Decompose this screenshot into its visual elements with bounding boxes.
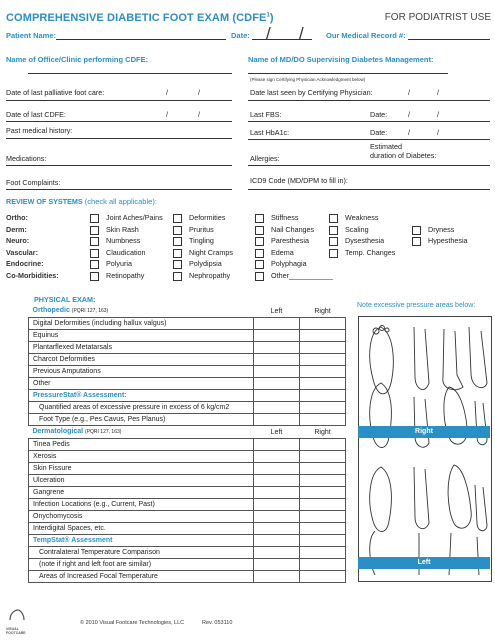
ros-item-label: Skin Rash bbox=[106, 224, 139, 234]
exam-row bbox=[29, 342, 346, 354]
fbs-date-label: Date: bbox=[370, 110, 388, 119]
left-cell[interactable] bbox=[254, 559, 300, 571]
date-slashes: / / bbox=[266, 24, 304, 43]
exam-row-label: Areas of Increased Focal Temperature bbox=[39, 573, 158, 580]
right-cell[interactable] bbox=[300, 414, 346, 426]
ros-row-label: Derm: bbox=[6, 224, 27, 234]
ros-checkbox[interactable] bbox=[90, 214, 99, 223]
left-cell[interactable] bbox=[254, 342, 300, 354]
ros-checkbox[interactable] bbox=[90, 249, 99, 258]
ros-checkbox[interactable] bbox=[255, 260, 264, 269]
last-fbs-field[interactable] bbox=[248, 121, 490, 122]
patient-name-label: Patient Name: bbox=[6, 31, 57, 40]
ros-checkbox[interactable] bbox=[173, 249, 182, 258]
right-medial-icon bbox=[414, 327, 429, 390]
last-cdfe-label: Date of last CDFE: bbox=[6, 110, 66, 119]
slash: / bbox=[437, 128, 439, 137]
derm-pqri: (PQRI 127, 163) bbox=[85, 429, 122, 435]
last-hba1c-label: Last HbA1c: bbox=[250, 128, 290, 137]
date-field[interactable] bbox=[252, 39, 312, 40]
ros-checkbox[interactable] bbox=[173, 226, 182, 235]
ortho-pqri: (PQRI 127, 163) bbox=[71, 308, 109, 314]
ros-row-label: Vascular: bbox=[6, 247, 38, 257]
ros-row-label: Endocrine: bbox=[6, 259, 44, 268]
ros-checkbox[interactable] bbox=[90, 237, 99, 246]
ros-item-label: Scaling bbox=[345, 224, 369, 234]
ros-item-label: Numbness bbox=[106, 236, 141, 245]
exam-row bbox=[29, 487, 346, 499]
left-cell[interactable] bbox=[254, 499, 300, 511]
ros-checkbox[interactable] bbox=[412, 237, 421, 246]
ros-item-label: Night Cramps bbox=[189, 247, 233, 257]
hba1c-date-label: Date: bbox=[370, 128, 388, 137]
exam-row-label: Plantarflexed Metatarsals bbox=[33, 344, 112, 351]
exam-row-label: Foot Type (e.g., Pes Cavus, Pes Planus) bbox=[39, 416, 166, 423]
left-cell[interactable] bbox=[254, 451, 300, 463]
left-sole-icon bbox=[370, 467, 392, 532]
right-cell[interactable] bbox=[300, 571, 346, 583]
feet-note: Note excessive pressure areas below: bbox=[357, 302, 476, 309]
md-label: Name of MD/DO Supervising Diabetes Management: bbox=[248, 55, 434, 64]
medications-label: Medications: bbox=[6, 154, 47, 163]
ros-item-label: Joint Aches/Pains bbox=[106, 213, 163, 222]
slash: / bbox=[166, 88, 168, 97]
exam-row bbox=[29, 330, 346, 342]
ros-row-label: Neuro: bbox=[6, 236, 30, 245]
slash: / bbox=[437, 110, 439, 119]
ros-checkbox[interactable] bbox=[255, 226, 264, 235]
ros-item-label: Claudication bbox=[106, 247, 146, 257]
orthopedic-table bbox=[28, 305, 346, 426]
exam-row-label: Other bbox=[33, 380, 51, 387]
slash: / bbox=[437, 88, 439, 97]
left-cell[interactable] bbox=[254, 390, 300, 402]
right-cell[interactable] bbox=[300, 547, 346, 559]
right-cell[interactable] bbox=[300, 451, 346, 463]
exam-row bbox=[29, 318, 346, 330]
visual-footcare-logo: VISUAL FOOTCARE bbox=[6, 608, 28, 630]
slash: / bbox=[408, 88, 410, 97]
foot-complaints-label: Foot Complaints: bbox=[6, 178, 61, 187]
left-lateral-icon bbox=[475, 485, 487, 531]
exam-row bbox=[29, 439, 346, 451]
right-cell[interactable] bbox=[300, 354, 346, 366]
exam-row bbox=[29, 523, 346, 535]
palliative-label: Date of last palliative foot care: bbox=[6, 88, 105, 97]
left-col-label: Left bbox=[270, 428, 283, 436]
exam-row bbox=[29, 451, 346, 463]
ros-item-label: Polydipsia bbox=[189, 259, 222, 268]
exam-row bbox=[29, 378, 346, 390]
medical-record-field[interactable] bbox=[408, 39, 490, 40]
left-cell[interactable] bbox=[254, 414, 300, 426]
dermatological-table bbox=[28, 426, 346, 583]
ros-item-label: Paresthesia bbox=[271, 236, 309, 245]
ros-checkbox[interactable] bbox=[173, 237, 182, 246]
exam-row-label: TempStat® Assessment bbox=[33, 537, 113, 544]
exam-row-label: Interdigital Spaces, etc. bbox=[33, 525, 106, 532]
palliative-field[interactable] bbox=[6, 100, 232, 101]
ros-checkbox[interactable] bbox=[90, 226, 99, 235]
exam-row bbox=[29, 366, 346, 378]
ros-item-label: Dysesthesia bbox=[345, 236, 385, 245]
right-lateral-icon bbox=[469, 327, 487, 388]
left-medial-icon bbox=[414, 467, 429, 529]
right-cell[interactable] bbox=[300, 475, 346, 487]
left-cell[interactable] bbox=[254, 571, 300, 583]
exam-row bbox=[29, 511, 346, 523]
allergies-field[interactable] bbox=[248, 165, 490, 166]
right-cell[interactable] bbox=[300, 402, 346, 414]
ros-item-label: Tingling bbox=[189, 236, 214, 245]
ros-item-label: Nail Changes bbox=[271, 224, 315, 234]
right-cell[interactable] bbox=[300, 535, 346, 547]
right-cell[interactable] bbox=[300, 559, 346, 571]
exam-row bbox=[29, 571, 346, 583]
exam-row-label: Onychomycosis bbox=[33, 513, 83, 520]
exam-row-label: Tinea Pedis bbox=[33, 441, 70, 448]
last-fbs-label: Last FBS: bbox=[250, 110, 282, 119]
ros-checkbox[interactable] bbox=[329, 249, 338, 258]
ros-checkbox[interactable] bbox=[90, 272, 99, 281]
right-top-icon bbox=[443, 329, 463, 390]
feet-diagram[interactable] bbox=[358, 316, 492, 582]
foot-complaints-field[interactable] bbox=[6, 189, 232, 190]
patient-name-field[interactable] bbox=[56, 39, 226, 40]
exam-row-label: Xerosis bbox=[33, 453, 57, 460]
left-cell[interactable] bbox=[254, 330, 300, 342]
ros-item-label: Deformities bbox=[189, 213, 226, 222]
exam-row bbox=[29, 402, 346, 414]
ros-checkbox[interactable] bbox=[329, 226, 338, 235]
estimated-label: Estimated bbox=[370, 142, 402, 151]
exam-row-label: PressureStat® Assessment: bbox=[33, 392, 127, 399]
ros-item-label: Retinopathy bbox=[106, 270, 145, 280]
right-cell[interactable] bbox=[300, 499, 346, 511]
exam-row-label: Equinus bbox=[33, 332, 59, 339]
date-seen-field[interactable] bbox=[248, 100, 490, 101]
ros-title: REVIEW OF SYSTEMS (check all applicable): bbox=[6, 197, 157, 206]
ros-checkbox[interactable] bbox=[329, 214, 338, 223]
left-cell[interactable] bbox=[254, 463, 300, 475]
exam-row-label: Quantified areas of excessive pressure in excess of 6 kg/cm2 bbox=[39, 404, 230, 411]
slash: / bbox=[408, 110, 410, 119]
left-dorsum-icon bbox=[448, 465, 471, 528]
left-foot-bar: Left bbox=[358, 557, 490, 569]
exam-row bbox=[29, 390, 346, 402]
office-field[interactable] bbox=[28, 73, 232, 74]
exam-row-label: Skin Fissure bbox=[33, 465, 72, 472]
ros-item-label: Temp. Changes bbox=[345, 247, 396, 257]
left-cell[interactable] bbox=[254, 547, 300, 559]
sign-note: (Please sign Certifying Physician Acknowledgment below) bbox=[250, 77, 366, 82]
left-cell[interactable] bbox=[254, 439, 300, 451]
ros-item-label: Polyuria bbox=[106, 259, 132, 268]
ros-item-label: Nephropathy bbox=[189, 270, 231, 280]
left-cell[interactable] bbox=[254, 487, 300, 499]
icd9-field[interactable] bbox=[248, 189, 490, 190]
left-cell[interactable] bbox=[254, 523, 300, 535]
exam-row-label: Digital Deformities (including hallux valgus) bbox=[33, 320, 167, 327]
right-cell[interactable] bbox=[300, 439, 346, 451]
ros-item-label: Edema bbox=[271, 247, 294, 257]
ros-checkbox[interactable] bbox=[412, 226, 421, 235]
ros-checkbox[interactable] bbox=[255, 272, 264, 281]
left-cell[interactable] bbox=[254, 475, 300, 487]
right-cell[interactable] bbox=[300, 366, 346, 378]
ros-item-label: Polyphagia bbox=[271, 259, 307, 268]
ros-item-label: Dryness bbox=[428, 224, 455, 234]
ros-checkbox[interactable] bbox=[173, 272, 182, 281]
exam-row bbox=[29, 559, 346, 571]
left-col-label: Left bbox=[270, 307, 283, 315]
ros-checkbox[interactable] bbox=[173, 260, 182, 269]
logo-mark-icon bbox=[6, 608, 28, 622]
exam-row-label: Charcot Deformities bbox=[33, 356, 95, 363]
right-cell[interactable] bbox=[300, 523, 346, 535]
slash: / bbox=[166, 110, 168, 119]
podiatrist-use-label: FOR PODIATRIST USE bbox=[384, 12, 491, 23]
exam-row bbox=[29, 463, 346, 475]
ros-checkbox[interactable] bbox=[90, 260, 99, 269]
md-field[interactable] bbox=[248, 73, 448, 74]
right-cell[interactable] bbox=[300, 330, 346, 342]
exam-row-label: Gangrene bbox=[33, 489, 65, 496]
left-cell[interactable] bbox=[254, 378, 300, 390]
exam-row bbox=[29, 414, 346, 426]
left-cell[interactable] bbox=[254, 511, 300, 523]
ros-checkbox[interactable] bbox=[173, 214, 182, 223]
ortho-title: Orthopedic bbox=[32, 307, 70, 314]
right-foot-bar: Right bbox=[358, 426, 490, 438]
right-cell[interactable] bbox=[300, 390, 346, 402]
office-label: Name of Office/Clinic performing CDFE: bbox=[6, 55, 149, 64]
ros-checkbox[interactable] bbox=[329, 237, 338, 246]
ros-checkbox[interactable] bbox=[255, 249, 264, 258]
right-col-label: Right bbox=[314, 307, 331, 315]
form-title: COMPREHENSIVE DIABETIC FOOT EXAM (CDFE$^1$) bbox=[6, 12, 274, 24]
date-seen-label: Date last seen by Certifying Physician: bbox=[250, 88, 373, 97]
date-label: Date: bbox=[231, 31, 250, 40]
past-history-field[interactable] bbox=[6, 138, 232, 139]
ros-item-label: Hypesthesia bbox=[428, 236, 468, 245]
exam-row-label: Previous Amputations bbox=[33, 368, 101, 375]
ros-item-label: Stiffness bbox=[271, 213, 299, 222]
ros-item-label: Weakness bbox=[345, 213, 379, 222]
right-lateral-2-icon bbox=[475, 401, 487, 445]
right-cell[interactable] bbox=[300, 342, 346, 354]
right-cell[interactable] bbox=[300, 378, 346, 390]
physical-exam-title: PHYSICAL EXAM: bbox=[34, 295, 96, 304]
medications-field[interactable] bbox=[6, 165, 232, 166]
exam-row bbox=[29, 547, 346, 559]
revision: Rev. 053110 bbox=[202, 620, 233, 626]
ros-row-label: Co-Morbidities: bbox=[6, 270, 59, 280]
copyright: © 2010 Visual Footcare Technologies, LLC bbox=[80, 620, 185, 626]
left-cell[interactable] bbox=[254, 354, 300, 366]
exam-row-label: Infection Locations (e.g., Current, Past) bbox=[33, 501, 155, 508]
slash: / bbox=[198, 110, 200, 119]
exam-row bbox=[29, 499, 346, 511]
exam-row bbox=[29, 354, 346, 366]
medical-record-label: Our Medical Record #: bbox=[326, 31, 406, 40]
feet-drawing bbox=[359, 317, 491, 581]
duration-label: duration of Diabetes: bbox=[370, 151, 437, 160]
right-cell[interactable] bbox=[300, 318, 346, 330]
past-history-label: Past medical history: bbox=[6, 126, 73, 135]
last-hba1c-field[interactable] bbox=[248, 139, 490, 140]
left-cell[interactable] bbox=[254, 402, 300, 414]
ros-item-label: Pruritus bbox=[189, 224, 214, 234]
derm-title: Dermatological bbox=[32, 428, 84, 435]
exam-row bbox=[29, 475, 346, 487]
allergies-label: Allergies: bbox=[250, 154, 280, 163]
exam-row-label: Ulceration bbox=[33, 477, 65, 484]
right-col-label: Right bbox=[314, 428, 331, 436]
exam-row-label: Contralateral Temperature Comparison bbox=[39, 549, 160, 556]
right-medial-2-icon bbox=[414, 397, 429, 447]
left-cell[interactable] bbox=[254, 366, 300, 378]
icd9-label: ICD9 Code (MD/DPM to fill in): bbox=[250, 176, 348, 185]
left-cell[interactable] bbox=[254, 535, 300, 547]
ros-checkbox[interactable] bbox=[255, 237, 264, 246]
right-cell[interactable] bbox=[300, 463, 346, 475]
ros-checkbox[interactable] bbox=[255, 214, 264, 223]
right-cell[interactable] bbox=[300, 511, 346, 523]
slash: / bbox=[408, 128, 410, 137]
slash: / bbox=[198, 88, 200, 97]
exam-row-label: (note if right and left foot are similar) bbox=[39, 561, 152, 568]
last-cdfe-field[interactable] bbox=[6, 121, 232, 122]
right-cell[interactable] bbox=[300, 487, 346, 499]
ros-row-label: Ortho: bbox=[6, 213, 28, 222]
exam-row bbox=[29, 535, 346, 547]
left-cell[interactable] bbox=[254, 318, 300, 330]
ros-item-label: Other___________ bbox=[271, 270, 333, 280]
